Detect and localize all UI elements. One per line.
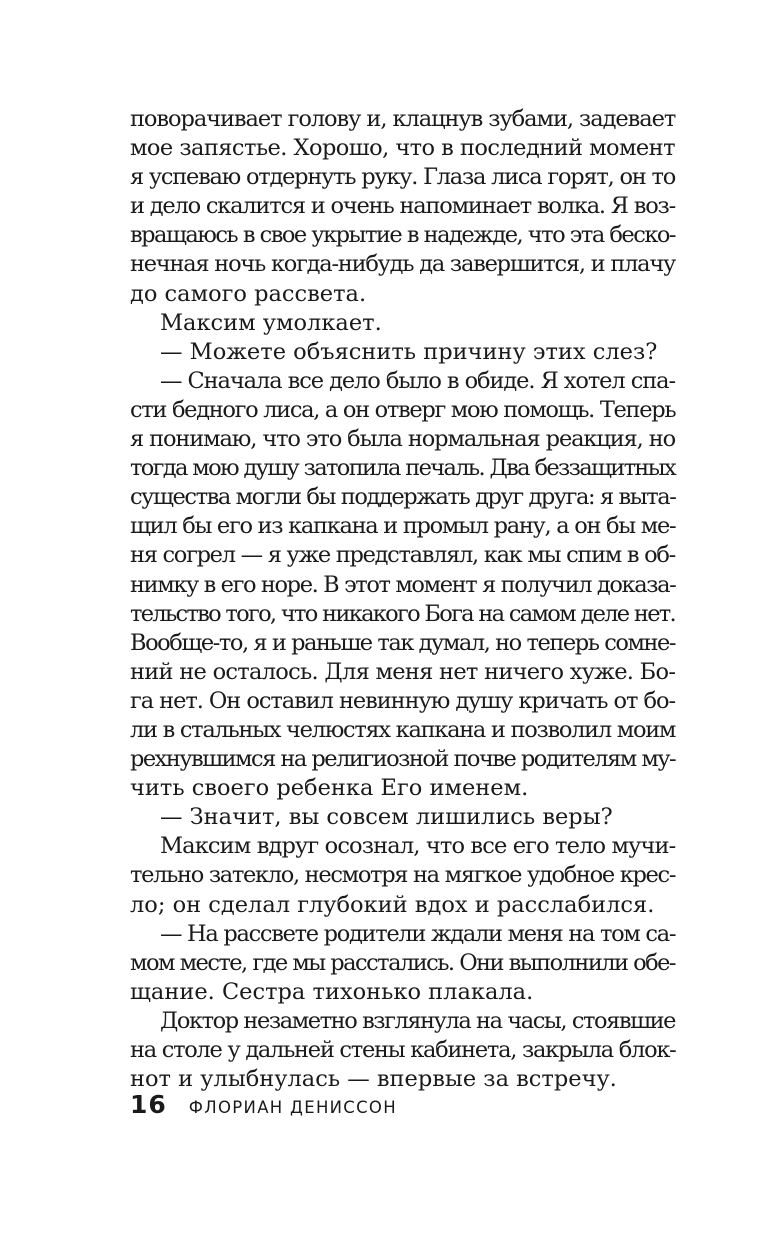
page-footer [130, 1090, 397, 1119]
text-line: нимку в его норе. В этот момент я получил доказа- [130, 571, 676, 598]
text-line: я понимаю, что это была нормальная реакция, но [130, 426, 675, 453]
text-line: поворачивает голову и, клацнув зубами, задевает [130, 106, 676, 132]
text-line: га нет. Он оставил невинную душу кричать от бо- [130, 687, 675, 714]
text-line: мое запястье. Хорошо, что в последний момент [130, 135, 675, 162]
text-line: — Можете объяснить причину этих слез? [160, 338, 658, 365]
text-line: — Значит, вы совсем лишились веры? [160, 804, 613, 831]
text-line: я успеваю отдернуть руку. Глаза лиса горят, он то [130, 164, 675, 191]
text-line: щил бы его из капкана и промыл рану, а он бы ме- [130, 513, 676, 540]
text-line: ли в стальных челюстях капкана и позволил моим [130, 716, 676, 743]
text-line: щание. Сестра тихонько плакала. [130, 978, 534, 1005]
text-line: нечная ночь когда-нибудь да завершится, и плачу [130, 251, 675, 278]
text-line: Максим умолкает. [160, 309, 382, 336]
text-line: чить своего ребенка Его именем. [130, 775, 529, 802]
text-line: Максим вдруг осознал, что все его тело мучи- [160, 833, 676, 860]
body-text [130, 105, 675, 1094]
text-line: нот и улыбнулась — впервые за встречу. [130, 1066, 617, 1093]
text-line: — На рассвете родители ждали меня на том са- [160, 920, 676, 947]
text-line: тельно затекло, несмотря на мягкое удобное крес- [130, 862, 676, 889]
text-line: тельство того, что никакого Бога на самом деле нет. [130, 600, 675, 627]
text-line: Вообще-то, я и раньше так думал, но теперь сомне- [130, 629, 676, 656]
running-header-author: ФЛОРИАН ДЕНИССОН [188, 1098, 397, 1117]
text-line: до самого рассвета. [130, 280, 367, 307]
text-line: тогда мою душу затопила печаль. Два беззащитных [130, 455, 675, 482]
text-line: рехнувшимся на религиозной почве родителям му- [130, 746, 676, 773]
page-number: 16 [130, 1090, 167, 1119]
text-line: ний не осталось. Для меня нет ничего хуже. Бо- [130, 658, 676, 685]
text-line: на столе у дальней стены кабинета, закрыла блок- [130, 1037, 676, 1063]
text-line: Доктор незаметно взглянула на часы, стоявшие [160, 1007, 676, 1034]
text-line: существа могли бы поддержать друг друга: я выта- [130, 484, 676, 511]
text-line: сти бедного лиса, а он отверг мою помощь. Теперь [130, 396, 676, 423]
text-line: вращаюсь в свое укрытие в надежде, что эта беско- [130, 222, 675, 249]
text-line: ло; он сделал глубокий вдох и расслабился. [130, 891, 655, 918]
text-line: и дело скалится и очень напоминает волка. Я воз- [130, 193, 675, 220]
text-line: ня согрел — я уже представлял, как мы спим в об- [130, 542, 675, 569]
text-line: мом месте, где мы расстались. Они выполнили обе- [130, 949, 675, 976]
text-line: — Сначала все дело было в обиде. Я хотел спа- [160, 367, 675, 394]
